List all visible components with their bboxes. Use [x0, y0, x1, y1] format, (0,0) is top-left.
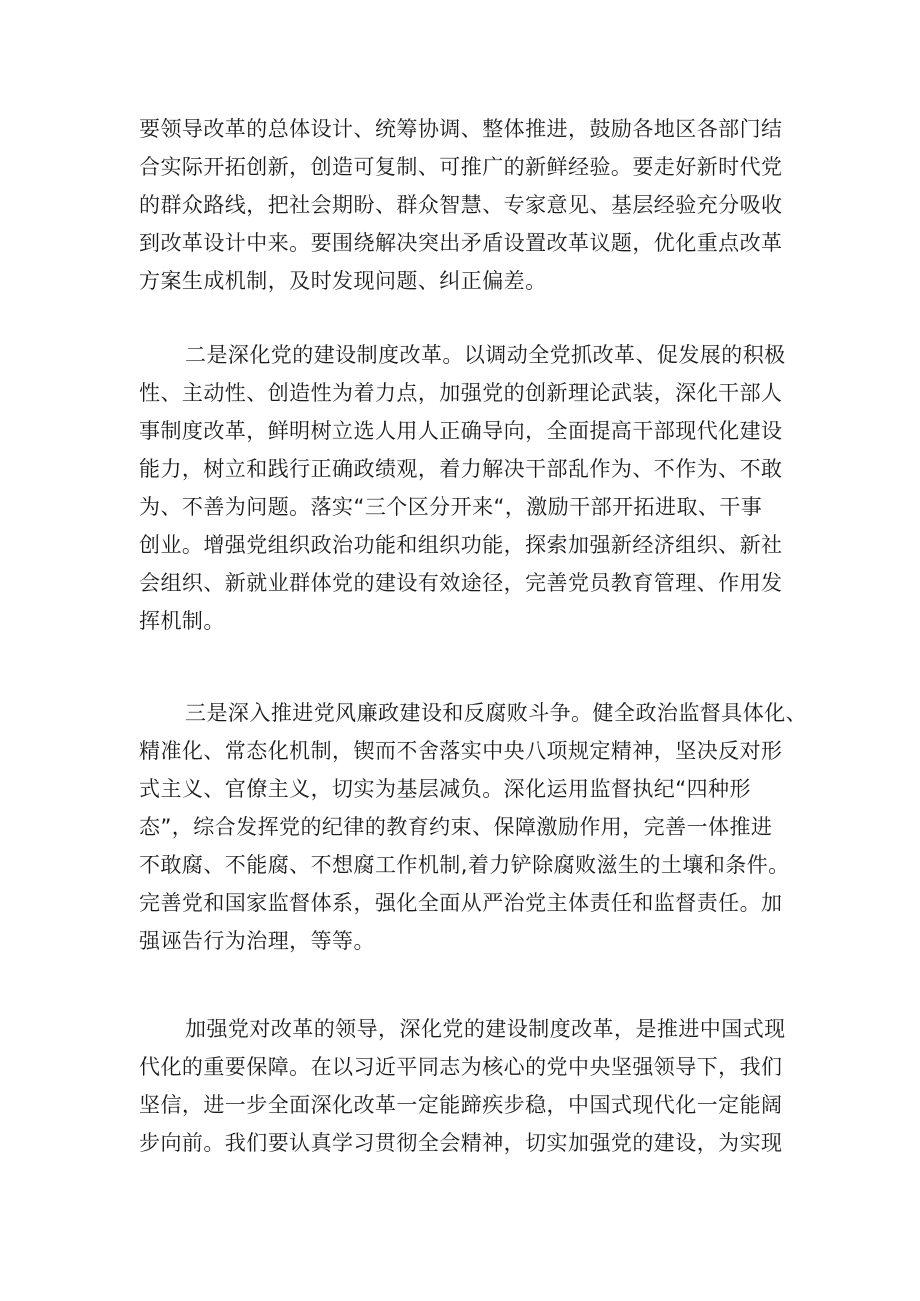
paragraph-line: 挥机制。 — [139, 609, 225, 633]
paragraph-line: 步向前。我们要认真学习贯彻全会精神，切实加强党的建设，为实现 — [139, 1131, 783, 1155]
paragraph-line: 要领导改革的总体设计、统筹协调、整体推进，鼓励各地区各部门结 — [139, 117, 783, 141]
paragraph-line: 强诬告行为治理，等等。 — [139, 929, 375, 953]
paragraph-line: 三是深入推进党风廉政建设和反腐败斗争。健全政治监督具体化、 — [185, 701, 808, 725]
paragraph-2 — [139, 336, 789, 640]
paragraph-line: 到改革设计中来。要围绕解决突出矛盾设置改革议题，优化重点改革 — [139, 231, 783, 255]
paragraph-3 — [139, 694, 808, 960]
paragraph-line: 为、不善为问题。落实“三个区分开来“，激励干部开拓进取、干事 — [139, 495, 763, 519]
paragraph-line: 能力，树立和践行正确政绩观，着力解决干部乱作为、不作为、不敢 — [139, 457, 783, 481]
paragraph-line: 合实际开拓创新，创造可复制、可推广的新鲜经验。要走好新时代党 — [139, 155, 783, 179]
paragraph-line: 二是深化党的建设制度改革。以调动全党抓改革、促发展的积极 — [185, 343, 786, 367]
paragraph-line: 加强党对改革的领导，深化党的建设制度改革，是推进中国式现 — [185, 1017, 786, 1041]
paragraph-line: 性、主动性、创造性为着力点，加强党的创新理论武装，深化干部人 — [139, 381, 783, 405]
paragraph-line: 事制度改革，鲜明树立选人用人正确导向，全面提高干部现代化建设 — [139, 419, 783, 443]
paragraph-line: 的群众路线，把社会期盼、群众智慧、专家意见、基层经验充分吸收 — [139, 193, 783, 217]
paragraph-line: 创业。增强党组织政治功能和组织功能，探索加强新经济组织、新社 — [139, 533, 783, 557]
paragraph-line: 会组织、新就业群体党的建设有效途径，完善党员教育管理、作用发 — [139, 571, 783, 595]
paragraph-line: 式主义、官僚主义，切实为基层减负。深化运用监督执纪“四种形 — [139, 777, 751, 801]
paragraph-line: 不敢腐、不能腐、不想腐工作机制,着力铲除腐败滋生的土壤和条件。 — [139, 853, 790, 877]
paragraph-line: 坚信，进一步全面深化改革一定能蹄疾步稳，中国式现代化一定能阔 — [139, 1093, 783, 1117]
paragraph-line: 精准化、常态化机制，锲而不舍落实中央八项规定精神，坚决反对形 — [139, 739, 783, 763]
paragraph-line: 态”，综合发挥党的纪律的教育约束、保障激励作用，完善一体推进 — [139, 815, 773, 839]
paragraph-line: 代化的重要保障。在以习近平同志为核心的党中央坚强领导下，我们 — [139, 1055, 783, 1079]
paragraph-line: 方案生成机制，及时发现问题、纠正偏差。 — [139, 269, 547, 293]
paragraph-4 — [139, 1010, 789, 1162]
paragraph-1 — [139, 110, 789, 300]
paragraph-line: 完善党和国家监督体系，强化全面从严治党主体责任和监督责任。加 — [139, 891, 783, 915]
